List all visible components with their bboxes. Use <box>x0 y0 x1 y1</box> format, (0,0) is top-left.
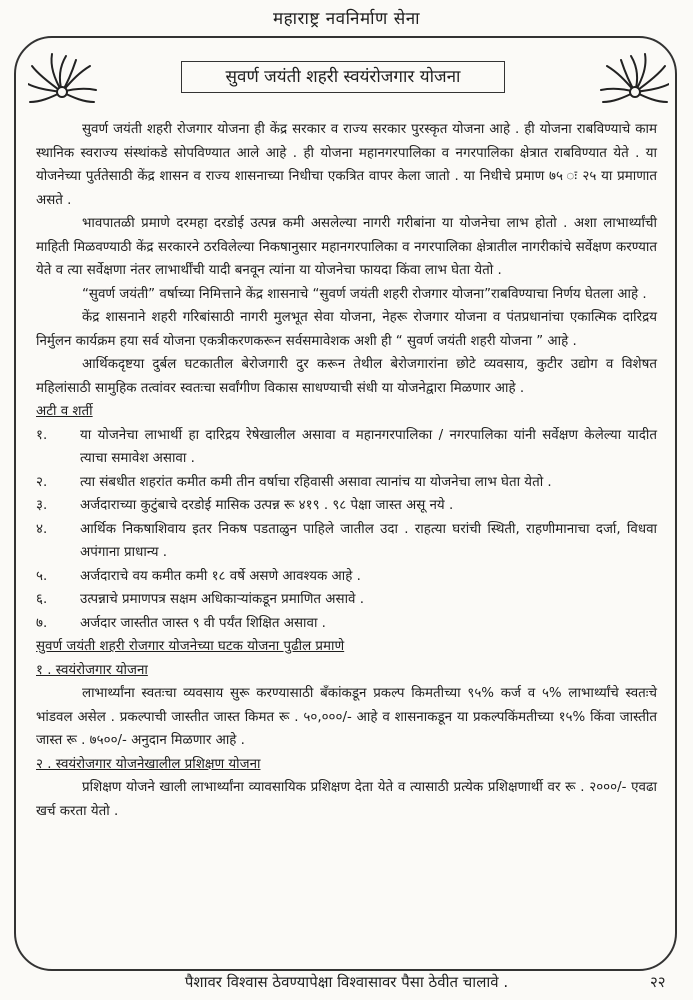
paragraph: “सुवर्ण जयंती” वर्षाच्या निमित्ताने केंद्र शासनाचे “सुवर्ण जयंती शहरी रोजगार योजना”राबविण्याचा निर्णय घेतला आहे . <box>82 286 647 302</box>
paragraph: भावपातळी प्रमाणे दरमहा दरडोई उत्पन्न कमी असलेल्या नागरी गरीबांना या योजनेचा लाभ होतो . अशा लाभार्थ्यांची माहिती मिळवण्याठी केंद्र सरकारने ठरविलेल्या निकषानुसार महानगरपालिका व नगरपालिका क्षेत्रातील नागरीकांचे सर्वेक्षण करण्यात येते व त्या सर्वेक्षणा नंतर लाभार्थींची यादी बनवून त्यांना या योजनेचा फायदा किंवा लाभ घेता येतो . <box>36 216 657 278</box>
paragraph: आर्थिकदृष्टया दुर्बल घटकातील बेरोजगारी दुर करून तेथील बेरोजगारांना छोटे व्यवसाय, कुटीर उद्योग व विशेषत महिलांसाठी सामुहिक तत्वांवर स्वतःचा सर्वांगीण विकास साधण्याची संधी या योजनेद्वारा मिळणार आहे . <box>36 357 657 396</box>
document-body <box>36 118 657 823</box>
condition-text: उत्पन्नाचे प्रमाणपत्र सक्षम अधिकाऱ्यांकडून प्रमाणित असावे . <box>80 592 364 607</box>
section-heading: २ . स्वयंरोजगार योजनेखालील प्रशिक्षण योजना <box>36 756 261 772</box>
paragraph: सुवर्ण जयंती शहरी रोजगार योजना ही केंद्र सरकार व राज्य सरकार पुरस्कृत योजना आहे . ही योजना राबविण्याचे काम स्थानिक स्वराज्य संस्थांकडे सोपविण्यात आले आहे . ही योजना महानगरपालिका व नगरपालिका क्षेत्रात राबविण्यात येते . या योजनेच्या पुर्ततेसाठी केंद्र शासन व राज्य शासनाच्या निधीचा एकत्रित वापर केला जातो . या निधीचे प्रमाण ७५ ः २५ या प्रमाणात असते . <box>36 122 657 208</box>
components-heading: सुवर्ण जयंती शहरी रोजगार योजनेच्या घटक योजना पुढील प्रमाणे <box>36 639 345 654</box>
condition-number: २. <box>36 474 48 490</box>
condition-item <box>36 494 657 518</box>
flower-ornament-icon <box>28 52 98 114</box>
conditions-heading: अटी व शर्ती <box>36 404 93 419</box>
page-number: २२ <box>650 973 666 991</box>
condition-text: त्या संबधीत शहरांत कमीत कमी तीन वर्षाचा रहिवासी असावा त्यानांच या योजनेचा लाभ घेता येतो . <box>80 474 552 490</box>
condition-number: ७. <box>36 615 48 631</box>
section-text: लाभार्थ्यांना स्वतःचा व्यवसाय सुरू करण्यासाठी बँकांकडून प्रकल्प किमतीच्या ९५% कर्ज व ५% लाभार्थ्यांचे स्वतःचे भांडवल असेल . प्रकल्पाची जास्तीत जास्त किमत रू . ५०,०००/- आहे व शासनाकडून या प्रकल्पकिंमतीच्या १५% किंवा जास्तीत जास्त रू . ७५००/- अनुदान मिळणार आहे . <box>36 686 657 748</box>
section-heading: १ . स्वयंरोजगार योजना <box>36 662 148 678</box>
condition-text: अर्जदाराचे वय कमीत कमी १८ वर्षे असणे आवश्यक आहे . <box>80 568 361 584</box>
condition-text: अर्जदार जास्तीत जास्त ९ वी पर्यंत शिक्षित असावा . <box>80 615 326 631</box>
condition-item <box>36 588 657 612</box>
condition-text: या योजनेचा लाभार्थी हा दारिद्रय रेषेखालील असावा व महानगरपालिका / नगरपालिका यांनी सर्वेक्षण केलेल्या यादीत त्याचा समावेश असावा . <box>80 427 657 466</box>
condition-number: ३. <box>36 498 48 513</box>
paragraph: केंद्र शासनाने शहरी गरिबांसाठी नागरी मुलभूत सेवा योजना, नेहरू रोजगार योजना व पंतप्रधानांचा एकात्मिक दारिद्रय निर्मुलन कार्यक्रम हया सर्व योजना एकत्रीकरणकरून सर्वसमावेशक अशी ही “ सुवर्ण जयंती शहरी योजना ” आहे . <box>36 310 657 349</box>
condition-number: ४. <box>36 521 48 537</box>
flower-ornament-icon <box>599 52 669 114</box>
section-text: प्रशिक्षण योजने खाली लाभार्थ्यांना व्यावसायिक प्रशिक्षण देता येते व त्यासाठी प्रत्येक प्रशिक्षणार्थी वर रू . २०००/- एवढा खर्च करता येतो . <box>36 780 657 819</box>
condition-number: ५. <box>36 568 48 584</box>
footer-quote: पैशावर विश्वास ठेवण्यापेक्षा विश्वासावर पैसा ठेवीत चालावे . <box>184 973 509 991</box>
condition-text: आर्थिक निकषाशिवाय इतर निकष पडताळुन पाहिले जातील उदा . राहत्या घरांची स्थिती, राहणीमानाचा दर्जा, विधवा अपंगाना प्राधान्य . <box>80 521 657 560</box>
condition-item <box>36 612 657 636</box>
condition-item <box>36 424 657 471</box>
page-title: सुवर्ण जयंती शहरी स्वयंरोजगार योजना <box>181 61 505 93</box>
condition-text: अर्जदाराच्या कुटुंबाचे दरडोई मासिक उत्पन्न रू ४१९ . ९८ पेक्षा जास्त असू नये . <box>80 498 454 513</box>
condition-item <box>36 565 657 589</box>
condition-number: १. <box>36 427 48 443</box>
condition-item <box>36 518 657 565</box>
condition-number: ६. <box>36 592 48 607</box>
condition-item <box>36 471 657 495</box>
running-head: महाराष्ट्र नवनिर्माण सेना <box>272 9 421 29</box>
